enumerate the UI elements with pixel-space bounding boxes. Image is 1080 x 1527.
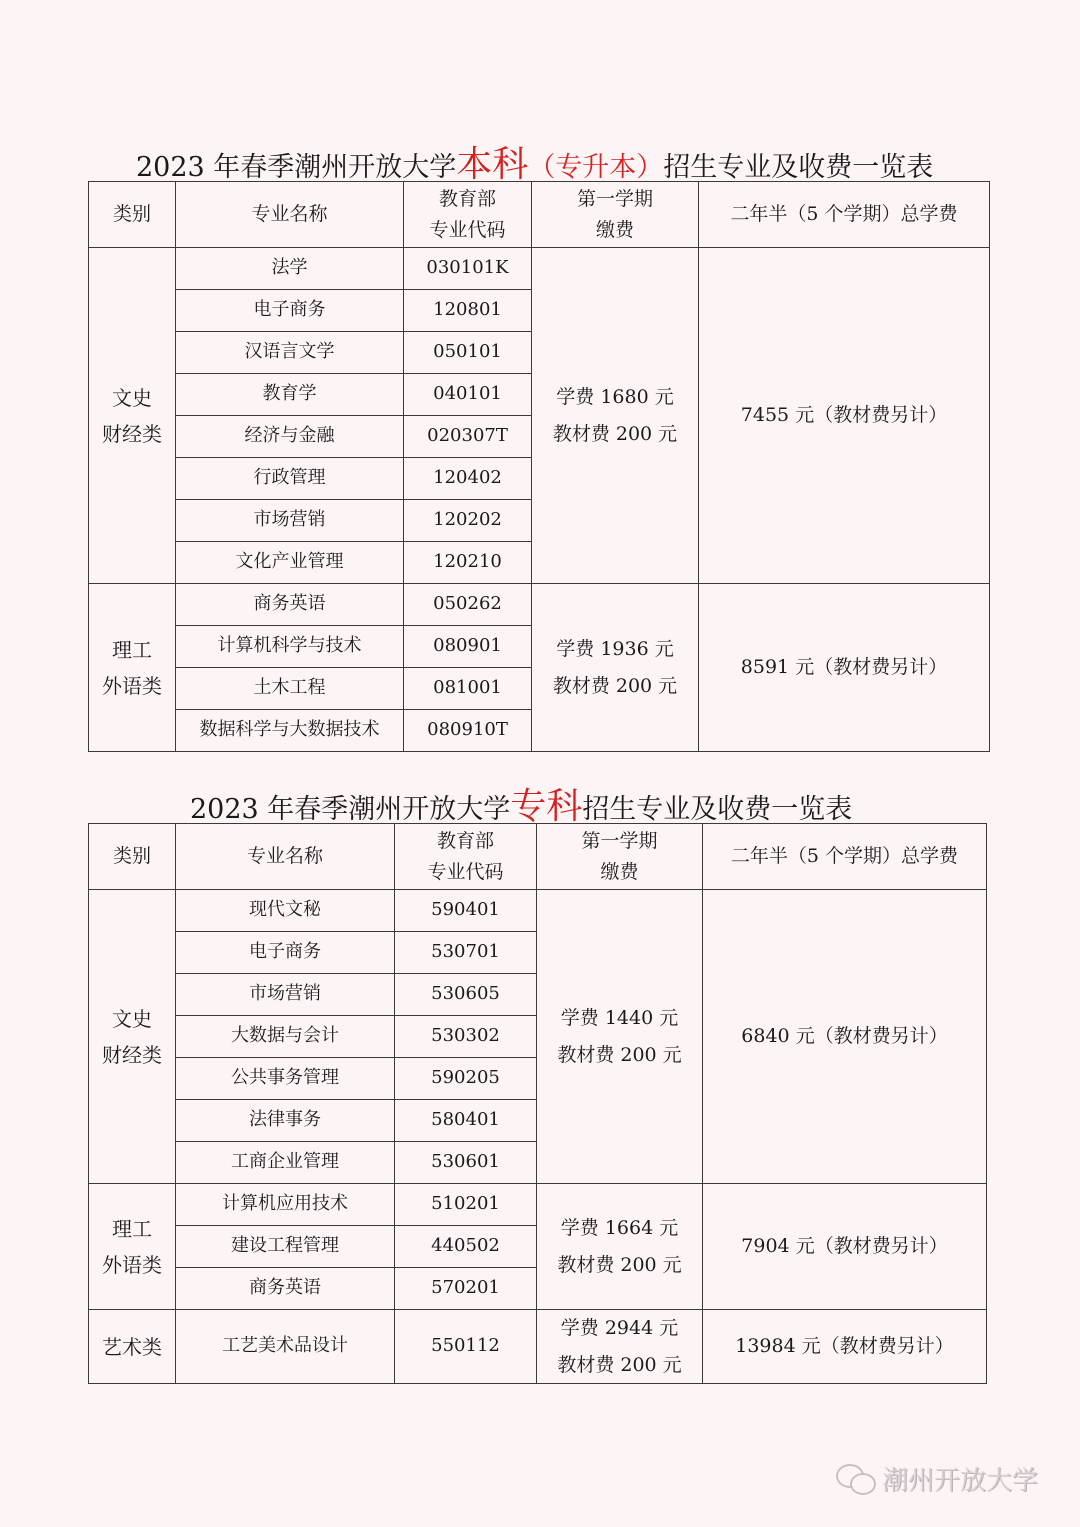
code-cell: 530601 [395,1142,537,1184]
first-term-fee-cell: 学费 2944 元 教材费 200 元 [537,1310,703,1384]
code-cell: 050101 [404,332,532,374]
table-row [89,890,987,932]
category-cell: 文史 财经类 [89,890,176,1184]
major-cell: 公共事务管理 [176,1058,395,1100]
major-cell: 汉语言文学 [176,332,404,374]
code-cell: 080901 [404,626,532,668]
code-cell: 050262 [404,584,532,626]
header-category: 类别 [89,182,176,248]
first-term-fee-cell: 学费 1664 元 教材费 200 元 [537,1184,703,1310]
major-cell: 土木工程 [176,668,404,710]
header-code: 教育部 专业代码 [395,824,537,890]
major-cell: 工艺美术品设计 [176,1310,395,1384]
table-row [89,1310,987,1384]
major-cell: 市场营销 [176,500,404,542]
header-total-fee: 二年半（5 个学期）总学费 [699,182,990,248]
table-row [89,248,990,290]
major-cell: 商务英语 [176,584,404,626]
total-fee-cell: 13984 元（教材费另计） [703,1310,987,1384]
major-cell: 计算机应用技术 [176,1184,395,1226]
major-cell: 计算机科学与技术 [176,626,404,668]
header-total-fee: 二年半（5 个学期）总学费 [703,824,987,890]
code-cell: 120202 [404,500,532,542]
bachelor-title-highlight: 本科 [456,144,529,185]
table-header-row [89,824,987,890]
code-cell: 510201 [395,1184,537,1226]
code-cell: 020307T [404,416,532,458]
major-cell: 电子商务 [176,290,404,332]
code-cell: 590205 [395,1058,537,1100]
watermark-text: 潮州开放大学 [882,1466,1039,1496]
bachelor-fee-table [88,181,990,752]
wechat-watermark [836,1460,1038,1497]
header-major: 专业名称 [176,182,404,248]
code-cell: 080910T [404,710,532,752]
code-cell: 530701 [395,932,537,974]
code-cell: 530605 [395,974,537,1016]
first-term-fee-cell: 学费 1680 元 教材费 200 元 [532,248,699,584]
major-cell: 教育学 [176,374,404,416]
code-cell: 120402 [404,458,532,500]
major-cell: 电子商务 [176,932,395,974]
associate-title [190,778,852,829]
total-fee-cell: 8591 元（教材费另计） [699,584,990,752]
total-fee-cell: 7455 元（教材费另计） [699,248,990,584]
code-cell: 580401 [395,1100,537,1142]
major-cell: 市场营销 [176,974,395,1016]
code-cell: 570201 [395,1268,537,1310]
major-cell: 法律事务 [176,1100,395,1142]
first-term-fee-cell: 学费 1440 元 教材费 200 元 [537,890,703,1184]
associate-title-suffix: 招生专业及收费一览表 [582,794,853,825]
code-cell: 550112 [395,1310,537,1384]
associate-fee-table [88,823,987,1384]
header-code: 教育部 专业代码 [404,182,532,248]
first-term-fee-cell: 学费 1936 元 教材费 200 元 [532,584,699,752]
total-fee-cell: 7904 元（教材费另计） [703,1184,987,1310]
associate-title-highlight: 专科 [510,786,583,827]
table-header-row [89,182,990,248]
table-row [89,1184,987,1226]
header-first-term-fee: 第一学期 缴费 [537,824,703,890]
table-row [89,584,990,626]
bachelor-title-suffix: 招生专业及收费一览表 [663,152,934,183]
code-cell: 030101K [404,248,532,290]
category-cell: 理工 外语类 [89,1184,176,1310]
wechat-icon [836,1464,876,1494]
associate-title-prefix: 2023 年春季潮州开放大学 [190,794,511,825]
code-cell: 440502 [395,1226,537,1268]
bachelor-title [136,136,933,187]
major-cell: 文化产业管理 [176,542,404,584]
category-cell: 艺术类 [89,1310,176,1384]
major-cell: 经济与金融 [176,416,404,458]
header-category: 类别 [89,824,176,890]
header-major: 专业名称 [176,824,395,890]
bachelor-title-paren: （专升本） [528,152,664,183]
major-cell: 大数据与会计 [176,1016,395,1058]
header-first-term-fee: 第一学期 缴费 [532,182,699,248]
code-cell: 040101 [404,374,532,416]
total-fee-cell: 6840 元（教材费另计） [703,890,987,1184]
major-cell: 行政管理 [176,458,404,500]
major-cell: 法学 [176,248,404,290]
code-cell: 081001 [404,668,532,710]
code-cell: 530302 [395,1016,537,1058]
major-cell: 建设工程管理 [176,1226,395,1268]
major-cell: 工商企业管理 [176,1142,395,1184]
category-cell: 理工 外语类 [89,584,176,752]
code-cell: 590401 [395,890,537,932]
bachelor-title-prefix: 2023 年春季潮州开放大学 [136,152,457,183]
code-cell: 120210 [404,542,532,584]
code-cell: 120801 [404,290,532,332]
category-cell: 文史 财经类 [89,248,176,584]
major-cell: 现代文秘 [176,890,395,932]
major-cell: 商务英语 [176,1268,395,1310]
major-cell: 数据科学与大数据技术 [176,710,404,752]
